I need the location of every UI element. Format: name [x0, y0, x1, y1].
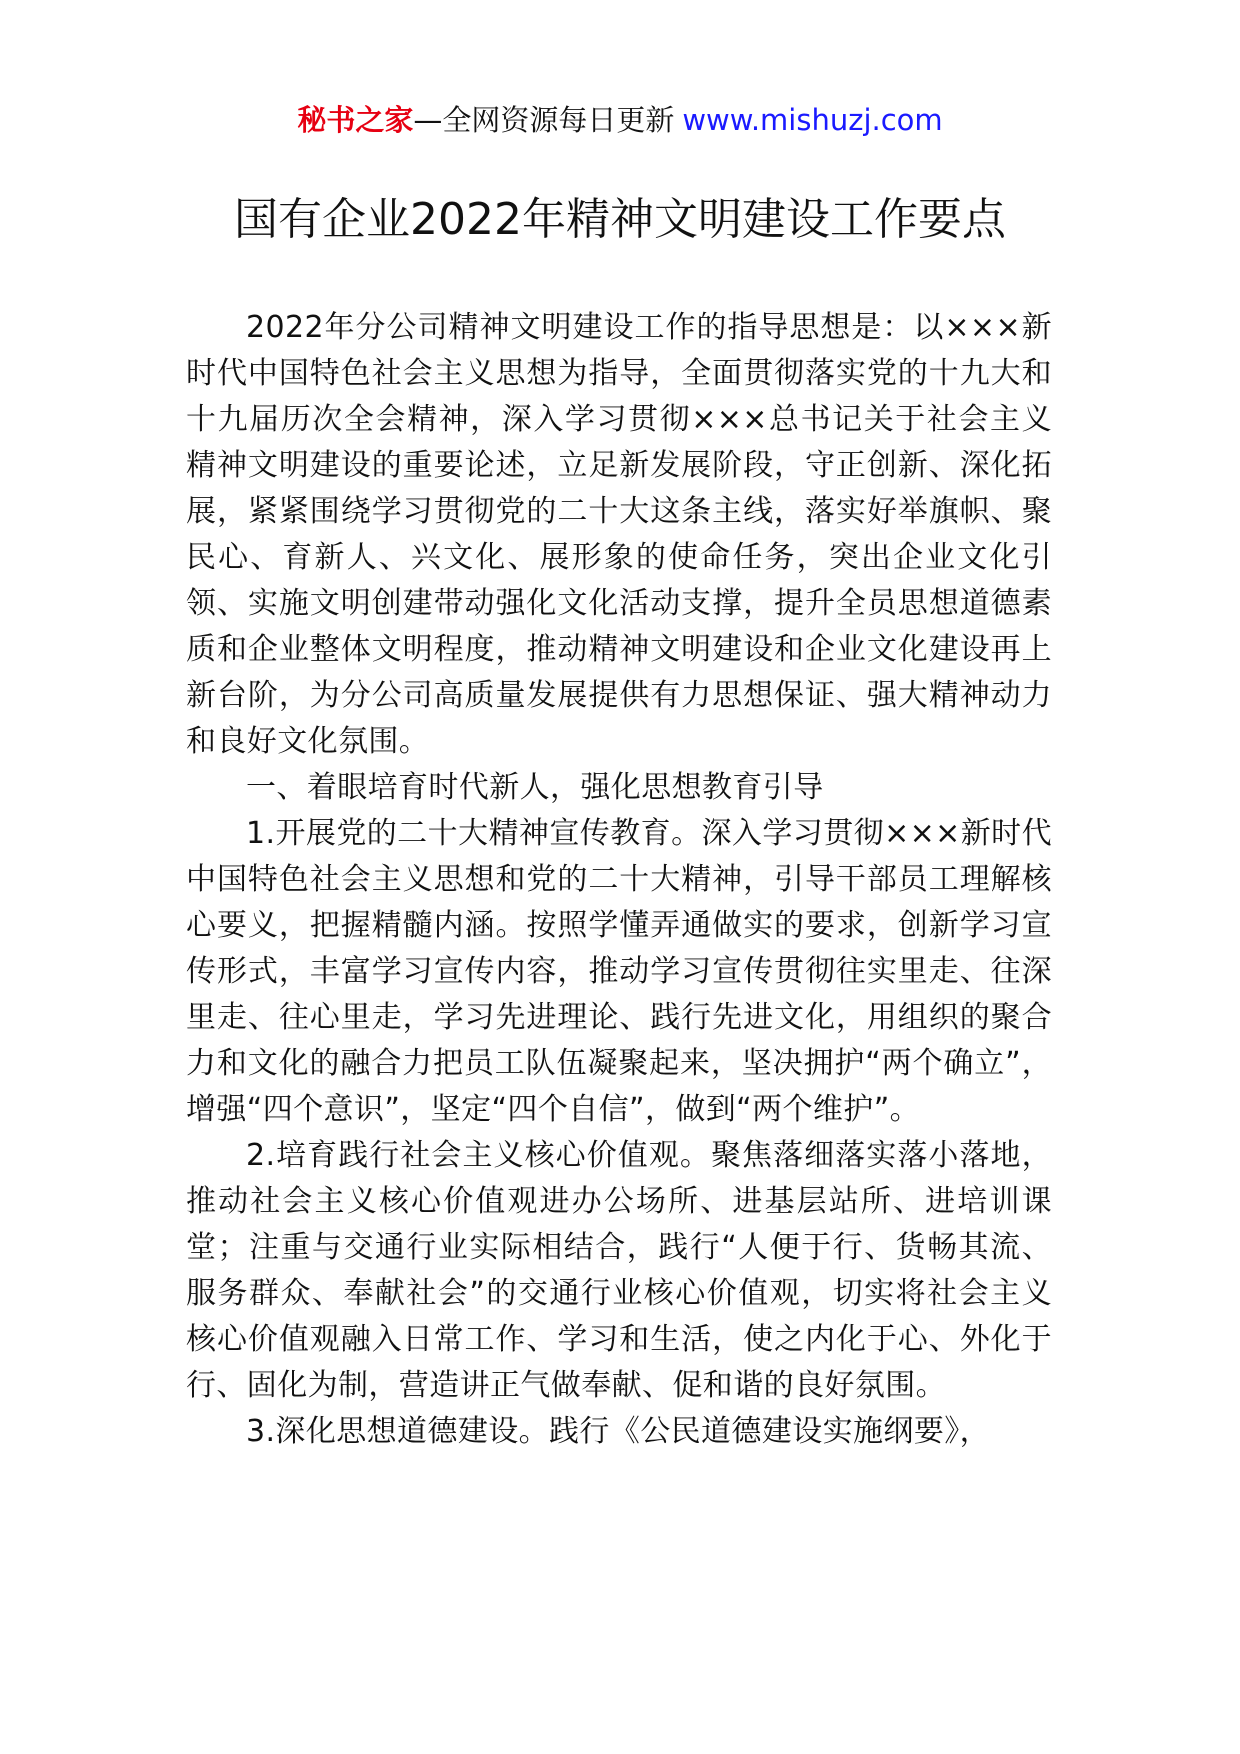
paragraph-item-3: 3.深化思想道德建设。践行《公民道德建设实施纲要》， [246, 1414, 991, 1449]
header-tagline: —全网资源每日更新 [413, 103, 675, 137]
paragraph-guiding-ideology: 2022年分公司精神文明建设工作的指导思想是：以×××新时代中国特色社会主义思想为指导，全面贯彻落实党的十九大和十九届历次全会精神，深入学习贯彻×××总书记关于社会主义精神文明建设的重要论述，立足新发展阶段，守正创新、深化拓展，紧紧围绕学习贯彻党的二十大这条主线，落实好举旗帜、聚民心、育新人、兴文化、展形象的使命任务，突出企业文化引领、实施文明创建带动强化文化活动支撑，提升全员思想道德素质和企业整体文明程度，推动精神文明建设和企业文化建设再上新台阶，为分公司高质量发展提供有力思想保证、强大精神动力和良好文化氛围。 [186, 310, 1052, 759]
site-header [0, 100, 1240, 140]
brand-name: 秘书之家 [297, 103, 414, 137]
paragraph-item-2: 2.培育践行社会主义核心价值观。聚焦落细落实落小落地，推动社会主义核心价值观进办公场所、进基层站所、进培训课堂；注重与交通行业实际相结合，践行“人便于行、货畅其流、服务群众、奉献社会”的交通行业核心价值观，切实将社会主义核心价值观融入日常工作、学习和生活，使之内化于心、外化于行、固化为制，营造讲正气做奉献、促和谐的良好氛围。 [186, 1138, 1052, 1403]
paragraph-item-1: 1.开展党的二十大精神宣传教育。深入学习贯彻×××新时代中国特色社会主义思想和党的二十大精神，引导干部员工理解核心要义，把握精髓内涵。按照学懂弄通做实的要求，创新学习宣传形式，丰富学习宣传内容，推动学习宣传贯彻往实里走、往深里走、往心里走，学习先进理论、践行先进文化，用组织的聚合力和文化的融合力把员工队伍凝聚起来，坚决拥护“两个确立”，增强“四个意识”，坚定“四个自信”，做到“两个维护”。 [186, 816, 1052, 1127]
site-url-link[interactable]: www.mishuzj.com [682, 103, 943, 137]
document-body [186, 305, 1052, 1455]
section-heading-1: 一、着眼培育时代新人，强化思想教育引导 [246, 770, 824, 805]
document-title: 国有企业2022年精神文明建设工作要点 [234, 194, 1006, 245]
